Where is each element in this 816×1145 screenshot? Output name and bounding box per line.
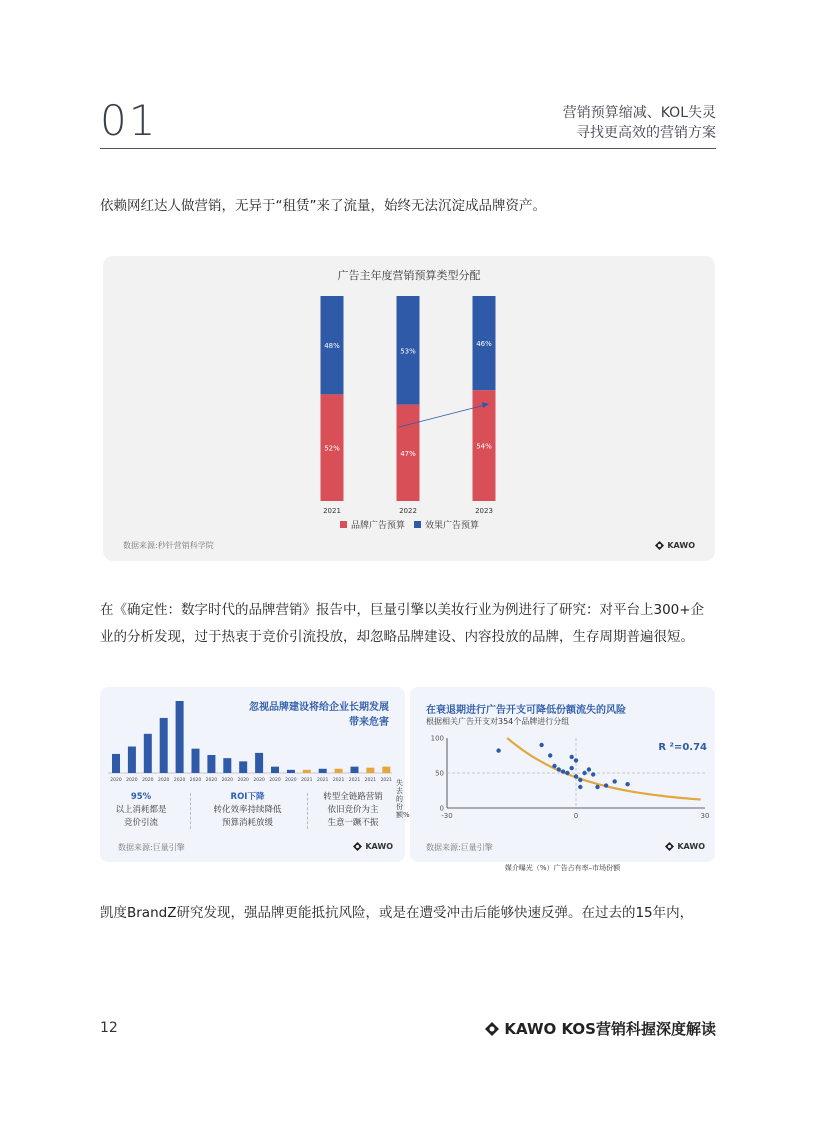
scatter-xlabel: 媒介曝光（%）广告占有率–市场份额 [504, 864, 621, 872]
share-loss-tick-7: 2020 [205, 778, 218, 783]
scatter-source: 数据来源:巨量引擎 [426, 843, 493, 852]
scatter-point-10 [574, 758, 578, 762]
scatter-y-tick-50: 50 [435, 769, 444, 778]
share-loss-tick-18: 2021 [380, 778, 393, 783]
footer-brand [485, 1018, 716, 1039]
share-loss-tick-14: 2021 [316, 778, 329, 783]
label-brand-2023: 54% [476, 442, 492, 451]
share-loss-bar-1 [112, 754, 120, 773]
scatter-point-3 [548, 753, 552, 757]
scatter-y-tick-0: 0 [439, 804, 444, 813]
chapter-number: 01 [100, 96, 158, 145]
share-loss-tick-1: 2020 [110, 778, 122, 783]
scatter-subtitle: 根据相关广告开支对354个品牌进行分组 [426, 717, 570, 726]
kawo-mark-icon [655, 541, 664, 550]
share-loss-tick-3: 2020 [142, 778, 154, 783]
kawo-logo-text: KAWO [365, 842, 393, 851]
stat-transform [318, 791, 388, 830]
stat-bidding-line1: 以上消耗都是 [115, 805, 167, 815]
paragraph-2 [100, 597, 720, 651]
legend-swatch-brand [340, 521, 347, 528]
budget-chart-title: 广告主年度营销预算类型分配 [337, 269, 481, 282]
scatter-point-16 [591, 772, 595, 776]
share-loss-bar-6 [192, 749, 200, 773]
kawo-logo-text: KAWO [677, 842, 705, 851]
scatter-point-15 [587, 767, 591, 771]
scatter-point-5 [557, 767, 561, 771]
scatter-point-8 [570, 766, 574, 770]
x-tick-2022: 2022 [399, 507, 417, 515]
share-loss-title-line2: 带来危害 [349, 717, 389, 728]
header-divider [100, 148, 716, 149]
stat-transform-line1: 转型全链路营销 [323, 792, 383, 802]
kawo-logo [655, 541, 695, 550]
scatter-point-14 [582, 771, 586, 775]
label-brand-2021: 52% [324, 444, 340, 453]
budget-chart-card [103, 256, 715, 561]
scatter-point-2 [539, 743, 543, 747]
chart-legend [340, 519, 479, 531]
stat-transform-line3: 生意一蹶不振 [327, 818, 379, 828]
stat-divider-1 [190, 793, 191, 829]
stat-roi-highlight: ROI下降 [230, 792, 265, 802]
share-loss-tick-13: 2021 [301, 778, 313, 783]
kawo-logo-text: KAWO [667, 541, 695, 550]
scatter-point-9 [570, 755, 574, 759]
stat-roi [200, 791, 295, 830]
label-performance-2022: 53% [400, 347, 416, 356]
stat-bidding [106, 791, 176, 830]
scatter-point-11 [574, 774, 578, 778]
x-tick-2021: 2021 [323, 507, 341, 515]
scatter-y-tick-100: 100 [430, 734, 444, 743]
stat-roi-line1: 转化效率持续降低 [213, 805, 282, 815]
scatter-point-17 [595, 785, 599, 789]
paragraph-1: 依赖网红达人做营销，无异于“租赁”来了流量，始终无法沉淀成品牌资产。 [100, 198, 546, 214]
share-loss-tick-4: 2020 [157, 778, 170, 783]
stat-bidding-highlight: 95% [130, 792, 152, 802]
scatter-card [410, 687, 715, 862]
share-loss-bar-14 [319, 769, 327, 773]
legend-label-performance: 效果广告预算 [425, 521, 480, 531]
share-loss-tick-12: 2020 [285, 778, 297, 783]
kawo-mark-icon [353, 842, 362, 851]
kawo-mark-icon [665, 842, 674, 851]
scatter-x-tick-30: 30 [700, 812, 710, 820]
label-performance-2023: 46% [476, 340, 492, 349]
share-loss-ylabel: 失去的份额% [396, 779, 410, 819]
scatter-plot [410, 687, 715, 827]
stat-roi-line2: 预算消耗放缓 [221, 818, 273, 828]
stat-bidding-line2: 竞价引流 [123, 818, 158, 828]
stat-divider-2 [307, 793, 308, 829]
share-loss-bar-4 [160, 718, 168, 773]
share-loss-card [100, 687, 410, 862]
share-loss-tick-11: 2020 [269, 778, 281, 783]
scatter-point-18 [604, 783, 608, 787]
share-loss-tick-9: 2020 [237, 778, 249, 783]
scatter-point-12 [578, 778, 582, 782]
share-loss-bar-18 [382, 767, 390, 773]
share-loss-bar-3 [144, 734, 152, 773]
kawo-logo [353, 842, 393, 851]
share-loss-tick-15: 2021 [332, 778, 345, 783]
share-loss-bar-7 [207, 755, 215, 773]
stat-transform-line2: 依旧竞价为主 [327, 805, 379, 815]
share-loss-bar-11 [271, 767, 279, 773]
share-loss-tick-10: 2020 [253, 778, 265, 783]
share-loss-bar-5 [176, 701, 184, 773]
share-loss-tick-5: 2020 [173, 778, 186, 783]
label-brand-2022: 47% [400, 449, 416, 458]
kawo-mark-icon [485, 1022, 499, 1036]
scatter-point-4 [552, 764, 556, 768]
paragraph-2-line2: 业的分析发现，过于热衷于竞价引流投放，却忽略品牌建设、内容投放的品牌，生存周期普遍很短。 [100, 629, 694, 645]
share-loss-bar-13 [303, 770, 311, 773]
share-loss-bar-15 [335, 769, 343, 773]
chapter-title-line1: 营销预算缩减、KOL失灵 [562, 105, 716, 121]
share-loss-bar-9 [239, 761, 247, 773]
scatter-point-6 [561, 769, 565, 773]
share-loss-bar-chart [100, 687, 405, 787]
kawo-logo [665, 842, 705, 851]
share-loss-tick-2: 2020 [126, 778, 138, 783]
page-number: 12 [100, 1020, 118, 1036]
footer-brand-title: KAWO KOS营销科握深度解读 [504, 1020, 716, 1038]
share-loss-bar-12 [287, 770, 295, 773]
scatter-title: 在衰退期进行广告开支可降低份额流失的风险 [426, 705, 626, 716]
share-loss-bar-17 [366, 768, 374, 773]
share-loss-tick-17: 2021 [364, 778, 377, 783]
legend-label-brand: 品牌广告预算 [351, 521, 406, 531]
chapter-title [563, 103, 716, 143]
x-tick-2023: 2023 [475, 507, 493, 515]
scatter-x-tick-0: 0 [573, 812, 579, 820]
share-loss-tick-6: 2020 [189, 778, 202, 783]
share-loss-bar-10 [255, 753, 263, 773]
share-loss-bar-8 [223, 758, 231, 773]
scatter-point-1 [496, 748, 500, 752]
share-loss-tick-16: 2021 [348, 778, 361, 783]
share-loss-title-line1: 忽视品牌建设将给企业长期发展 [249, 702, 389, 713]
legend-swatch-performance [414, 521, 421, 528]
share-loss-bar-16 [351, 767, 359, 773]
paragraph-2-line1: 在《确定性：数字时代的品牌营销》报告中，巨量引擎以美妆行业为例进行了研究：对平台上300+企 [100, 602, 705, 618]
scatter-point-13 [578, 785, 582, 789]
scatter-point-19 [613, 779, 617, 783]
scatter-x-tick--30: -30 [441, 812, 453, 820]
share-loss-tick-8: 2020 [221, 778, 234, 783]
label-performance-2021: 48% [324, 342, 340, 351]
paragraph-3: 凯度BrandZ研究发现，强品牌更能抵抗风险，或是在遭受冲击后能够快速反弹。在过去的15年内， [100, 905, 694, 921]
chapter-title-line2: 寻找更高效的营销方案 [576, 125, 716, 141]
budget-stacked-bar-chart [103, 256, 715, 561]
scatter-point-20 [625, 782, 629, 786]
r-squared-label: R ²=0.74 [658, 742, 707, 753]
budget-chart-source: 数据来源:秒针营销科学院 [123, 541, 214, 550]
scatter-point-7 [565, 771, 569, 775]
share-loss-bar-2 [128, 747, 136, 773]
share-loss-source: 数据来源:巨量引擎 [118, 843, 185, 852]
